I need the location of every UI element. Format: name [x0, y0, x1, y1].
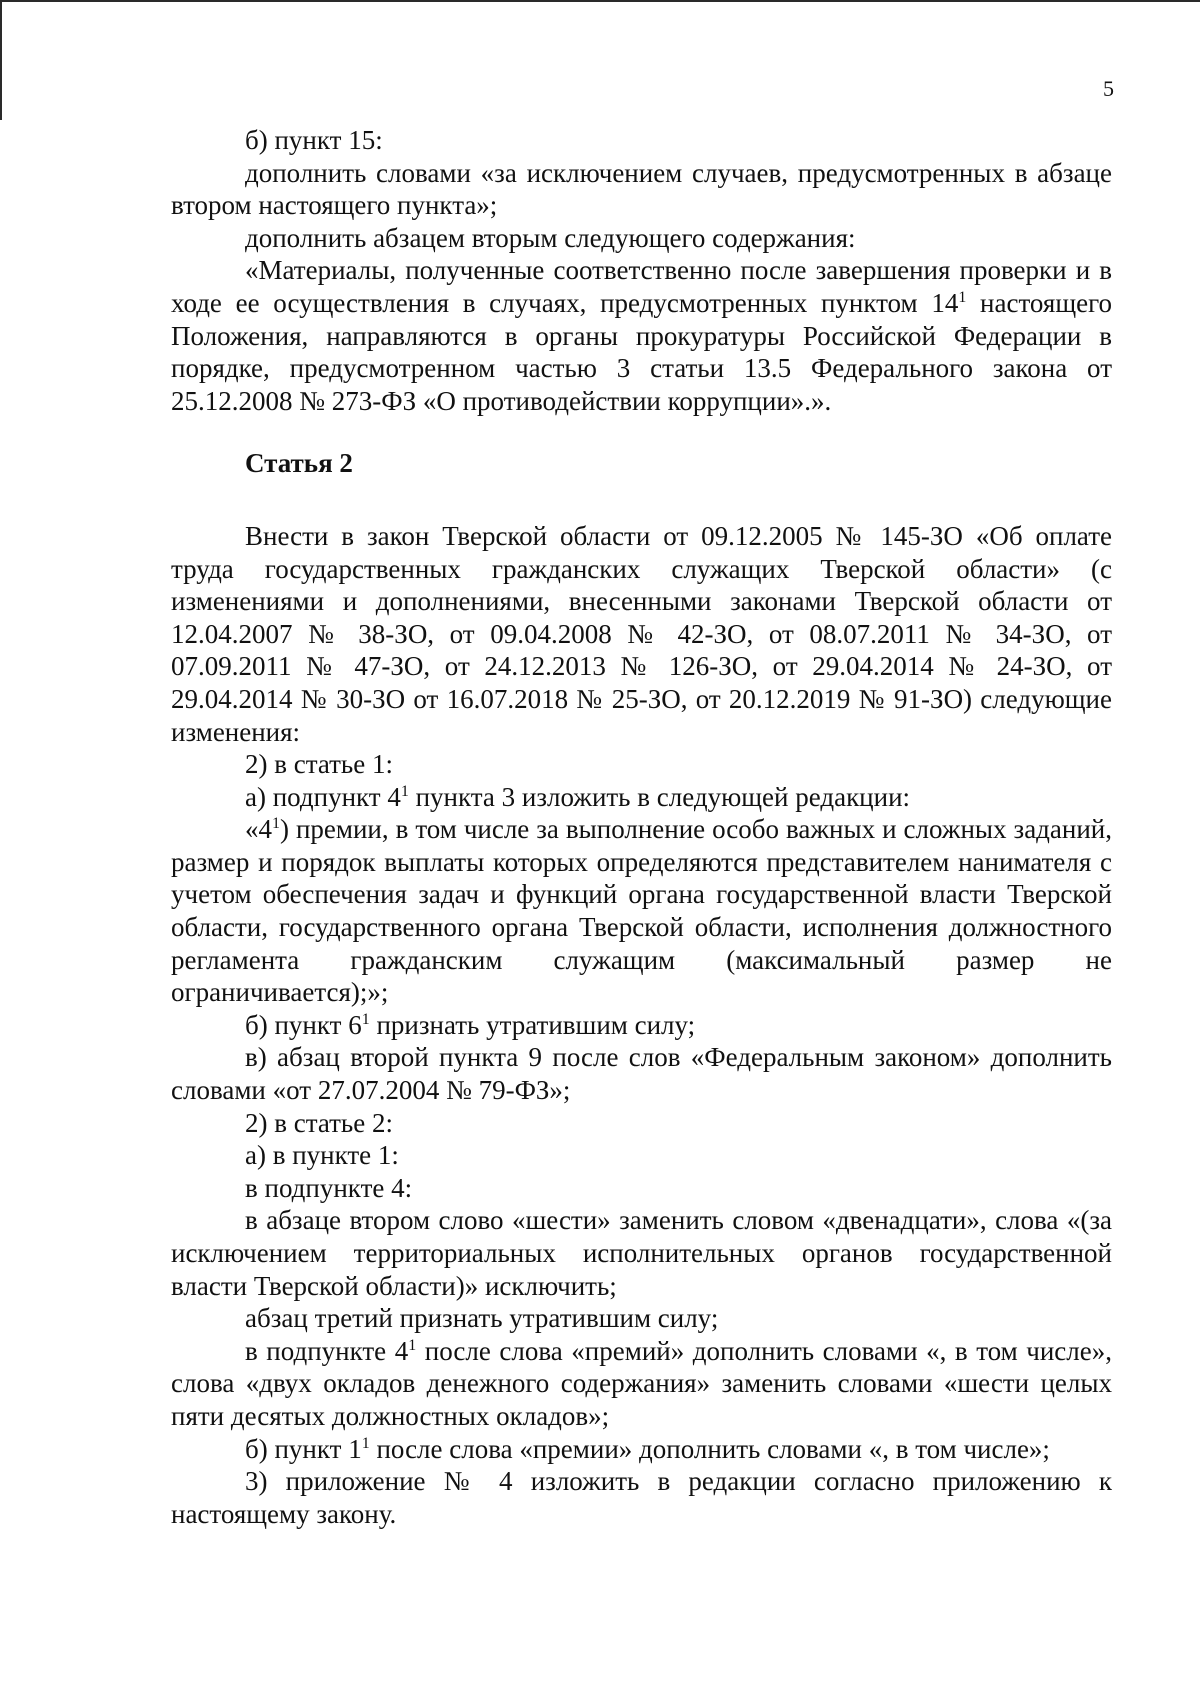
paragraph: 3) приложение № 4 изложить в редакции согласно приложению к настоящему закону.: [171, 1466, 1112, 1529]
paragraph: абзац третий признать утратившим силу;: [245, 1303, 719, 1334]
page-number: 5: [1103, 76, 1114, 101]
paragraph: в) абзац второй пункта 9 после слов «Федеральным законом» дополнить словами «от 27.07.2004 № 79-ФЗ»;: [171, 1042, 1112, 1106]
scan-edge-left: [0, 0, 2, 120]
paragraph: 2) в статье 1:: [245, 749, 393, 780]
paragraph: б) пункт $6^1$ признать утратившим силу;: [245, 1009, 696, 1040]
paragraph: «Материалы, полученные соответственно после завершения проверки и в ходе ее осуществления в случаях, предусмотренных пунктом $14^1$ настоящего Положения, направляются в органы прокуратуры Российской Федерации в порядке, предусмотренном частью 3 статьи 13.5 Федерального закона от 25.12.2008 № 273-ФЗ «О противодействии коррупции».».: [171, 255, 1112, 416]
paragraph: в подпункте 4:: [245, 1172, 413, 1203]
paragraph: дополнить абзацем вторым следующего содержания:: [245, 222, 856, 253]
document-body: [171, 124, 1112, 1530]
paragraph: б) пункт $1^1$ после слова «премии» дополнить словами «, в том числе»;: [245, 1433, 1050, 1464]
paragraph: б) пункт 15:: [245, 125, 383, 155]
paragraph: 2) в статье 2:: [245, 1107, 393, 1138]
paragraph: «$4^1$) премии, в том числе за выполнение особо важных и сложных заданий, размер и порядок выплаты которых определяются представителем нанимателя с учетом обеспечения задач и функций органа государственной власти Тверской области, государственного органа Тверской области, исполнения должностного регламента гражданским служащим (максимальный размер не ограничивается);»;: [171, 814, 1112, 1008]
paragraph: а) в пункте 1:: [245, 1140, 399, 1171]
paragraph: дополнить словами «за исключением случаев, предусмотренных в абзаце втором настоящего пункта»;: [171, 157, 1112, 221]
paragraph: в абзаце втором слово «шести» заменить словом «двенадцати», слова «(за исключением территориальных исполнительных органов государственной власти Тверской области)» исключить;: [171, 1205, 1112, 1301]
paragraph: а) подпункт $4^1$ пункта 3 изложить в следующей редакции:: [245, 781, 911, 812]
article-heading: Статья 2: [245, 448, 353, 479]
scan-edge-top: [0, 0, 1200, 2]
paragraph: в подпункте $4^1$ после слова «премий» дополнить словами «, в том числе», слова «двух окладов денежного содержания» заменить словами «шести целых пяти десятых должностных окладов»;: [171, 1335, 1113, 1431]
paragraph: Внести в закон Тверской области от 09.12.2005 № 145-ЗО «Об оплате труда государственных гражданских служащих Тверской области» (с изменениями и дополнениями, внесенными законами Тверской области от 12.04.2007 № 38-ЗО, от 09.04.2008 № 42-ЗО, от 08.07.2011 № 34-ЗО, от 07.09.2011 № 47-ЗО, от 24.12.2013 № 126-ЗО, от 29.04.2014 № 24-ЗО, от 29.04.2014 № 30-ЗО от 16.07.2018 № 25-ЗО, от 20.12.2019 № 91-ЗО) следующие изменения:: [171, 520, 1112, 747]
